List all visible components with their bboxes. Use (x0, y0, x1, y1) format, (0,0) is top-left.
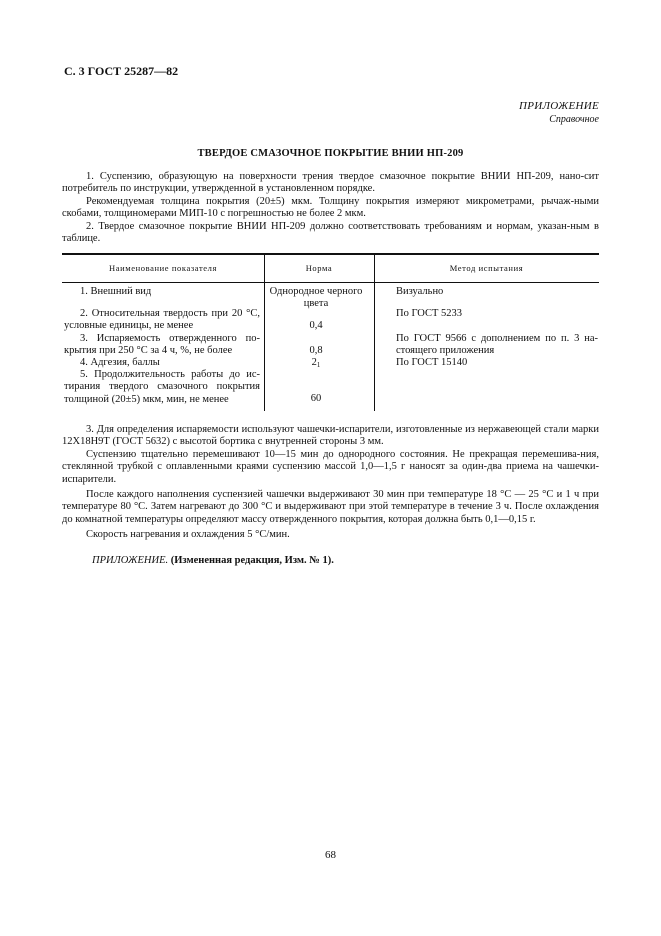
table-row-method: По ГОСТ 15140 (396, 357, 468, 368)
table-row-norm: Однородное черного цвета (269, 286, 363, 310)
appendix-title: ПРИЛОЖЕНИЕ (519, 100, 599, 112)
appendix-subtitle: Справочное (549, 114, 599, 125)
column-divider (374, 253, 375, 411)
page-number: 68 (325, 849, 336, 861)
table-row-norm: 60 (310, 393, 322, 404)
table-row-name: 1. Внешний вид (80, 286, 152, 297)
table-header-rule (62, 282, 599, 283)
document-title: ТВЕРДОЕ СМАЗОЧНОЕ ПОКРЫТИЕ ВНИИ НП-209 (197, 148, 464, 159)
amendment-text: (Измененная редакция, Изм. № 1). (170, 555, 334, 566)
paragraph: После каждого наполнения суспензией чашечки выдерживают 30 мин при температуре 18 °С — 25 °С и 1 ч при температуре 80 °С. Затем нагревают до 300 °С и выдерживают при этой температуре в течение 3 ч. После охлаждения до комнатной температуры определяют массу отвержденного покрытия, которая должна быть 0,1—0,15 г. (62, 489, 599, 525)
requirements-table (62, 253, 599, 413)
paragraph: 2. Твердое смазочное покрытие ВНИИ НП-209 должно соответствовать требованиям и нормам, указан-ным в таблице. (62, 220, 599, 245)
table-row-method: Визуально (396, 286, 444, 297)
table-row-norm: 0,8 (309, 345, 323, 356)
column-header-norm: Норма (305, 263, 333, 273)
body-section (62, 424, 599, 542)
appendix-label (519, 99, 599, 127)
table-row-norm: 21 (311, 357, 321, 369)
column-divider (264, 253, 265, 411)
column-header-method: Метод испытания (449, 263, 524, 273)
paragraph: Рекомендуемая толщина покрытия (20±5) мкм. Толщину покрытия измеряют микрометрами, рычаж-ными скобами, толщиномерами МИП-10 с погрешностью не более 2 мкм. (62, 195, 599, 220)
amendment-note (92, 555, 334, 566)
amendment-label: ПРИЛОЖЕНИЕ. (92, 555, 169, 566)
intro-section (62, 171, 599, 245)
table-row-method: По ГОСТ 5233 (396, 308, 463, 319)
table-row-name: 2. Относительная твердость при 20 °С, условные единицы, не менее (64, 308, 260, 332)
table-row-name: 5. Продолжительность работы до ис-тирания твердого смазочного покрытия толщиной (20±5) мкм, мин, не менее (64, 369, 260, 405)
column-header-name: Наименование показателя (108, 263, 217, 273)
table-top-rule (62, 253, 599, 255)
paragraph: 3. Для определения испаряемости используют чашечки-испарители, изготовленные из нержавеющей стали марки 12Х18Н9Т (ГОСТ 5632) с высотой бортика с внутренней стороны 3 мм. (62, 424, 599, 448)
table-row-name: 3. Испаряемость отвержденного по-крытия при 250 °С за 4 ч, %, не более (64, 333, 260, 357)
table-row-name: 4. Адгезия, баллы (80, 357, 160, 368)
table-row-method: По ГОСТ 9566 с дополнением по п. 3 на-стоящего приложения (396, 333, 598, 357)
page-header: С. 3 ГОСТ 25287—82 (64, 64, 179, 78)
paragraph: Скорость нагревания и охлаждения 5 °С/мин. (86, 529, 290, 541)
table-row-norm: 0,4 (309, 320, 323, 331)
paragraph: 1. Суспензию, образующую на поверхности трения твердое смазочное покрытие ВНИИ НП-209, нано-сит потребитель по инструкции, утвержденной в установленном порядке. (62, 171, 599, 195)
paragraph: Суспензию тщательно перемешивают 10—15 мин до однородного состояния. Не прекращая перемешива-ния, стеклянной трубкой с оплавленными краями суспензию массой 1,0—1,5 г наносят за один-два приема на чашечки-испарители. (62, 448, 599, 485)
